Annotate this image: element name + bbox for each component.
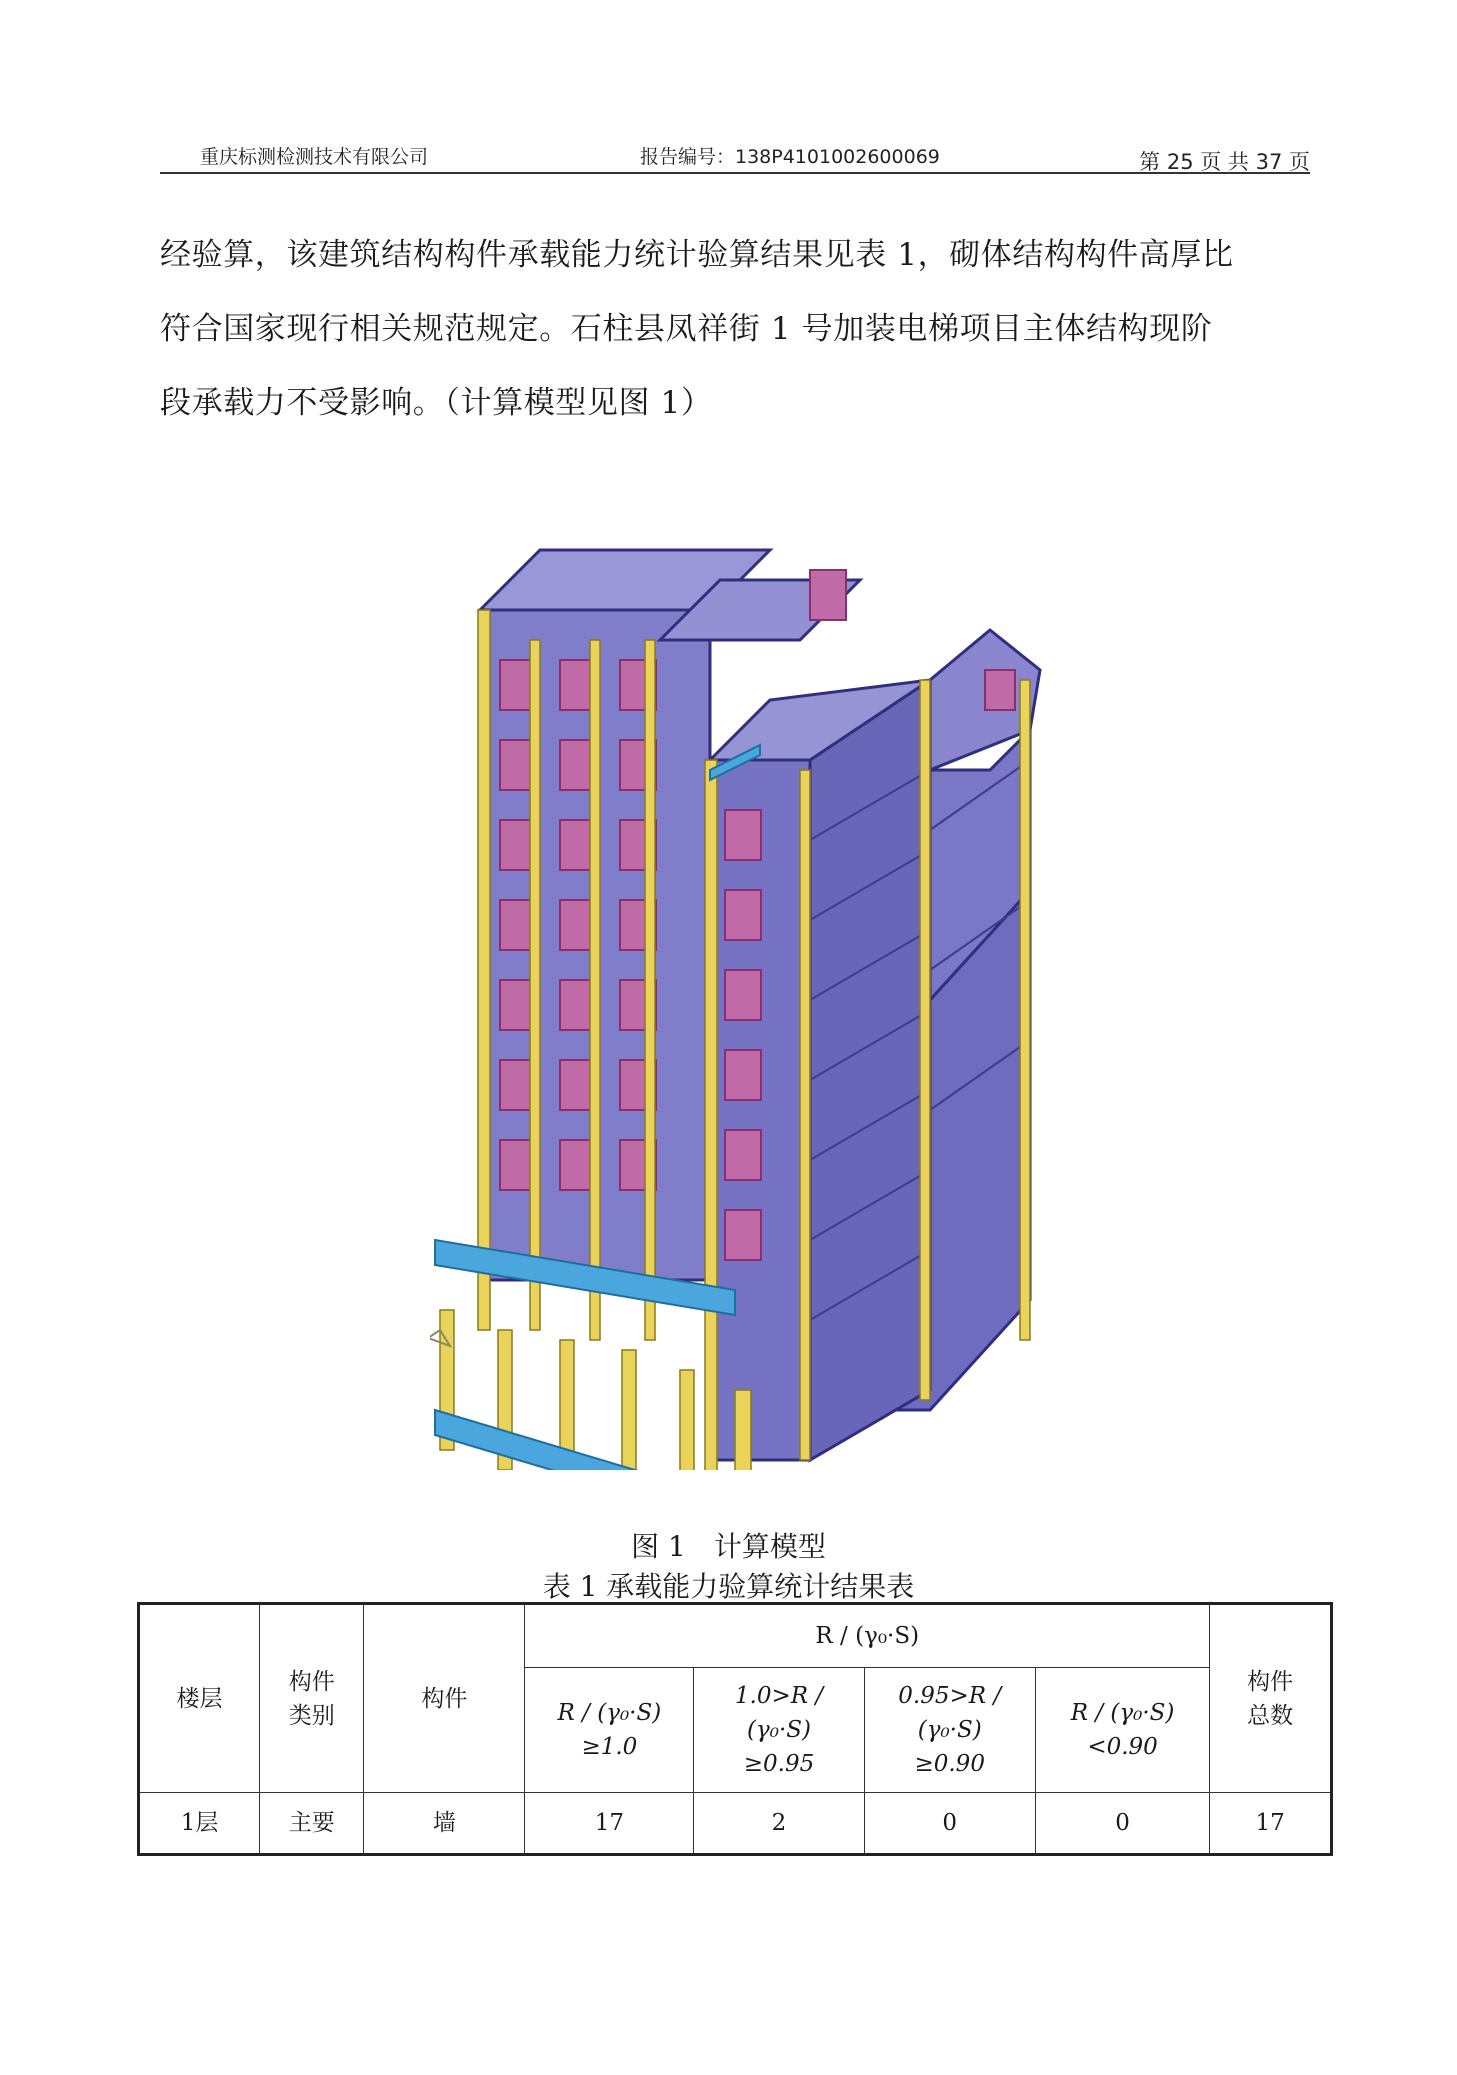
header-category (260, 1604, 364, 1793)
body-line: 经验算，该建筑结构构件承载能力统计验算结果见表 1，砌体结构构件高厚比 (160, 237, 1234, 273)
cell-member: 墙 (364, 1793, 525, 1855)
body-line: 符合国家现行相关规范规定。石柱县凤祥街 1 号加装电梯项目主体结构现阶 (160, 311, 1213, 347)
range-4-line: R / (γ₀·S) (1070, 1700, 1175, 1726)
range-3-line: (γ₀·S) (917, 1717, 982, 1743)
building-model-image (430, 530, 1050, 1470)
cell-count-range-4: 0 (1035, 1793, 1209, 1855)
calculation-model-figure (430, 530, 1050, 1470)
header-total (1210, 1604, 1332, 1793)
header-category-text: 构件类别 (288, 1668, 335, 1729)
cell-count-range-2: 2 (694, 1793, 864, 1855)
body-line: 段承载力不受影响。（计算模型见图 1） (160, 385, 713, 421)
page-indicator: 第 25 页 共 37 页 (1139, 150, 1310, 174)
header-range-4 (1035, 1668, 1209, 1793)
cell-category: 主要 (260, 1793, 364, 1855)
range-3-line: ≥0.90 (914, 1751, 985, 1777)
header-divider (160, 172, 1310, 174)
cell-floor: 1层 (139, 1793, 260, 1855)
company-name: 重庆标测检测技术有限公司 (200, 146, 429, 168)
cell-count-range-1: 17 (525, 1793, 694, 1855)
header-range-2 (694, 1668, 864, 1793)
range-2-line: (γ₀·S) (747, 1717, 811, 1743)
range-1-line: R / (γ₀·S) (557, 1700, 662, 1726)
header-total-text: 构件总数 (1247, 1668, 1294, 1729)
table-header-row (139, 1604, 1332, 1668)
range-3-line: 0.95>R / (898, 1683, 1002, 1709)
header-ratio-group: R / (γ₀·S) (525, 1604, 1210, 1668)
header-member: 构件 (364, 1604, 525, 1793)
figure-caption: 图 1 计算模型 (631, 1530, 826, 1563)
range-2-line: ≥0.95 (743, 1751, 815, 1777)
cell-total: 17 (1210, 1793, 1332, 1855)
cell-count-range-3: 0 (864, 1793, 1035, 1855)
table-row (139, 1793, 1332, 1855)
header-floor: 楼层 (139, 1604, 260, 1793)
header-range-1 (525, 1668, 694, 1793)
table-caption: 表 1 承载能力验算统计结果表 (542, 1570, 915, 1603)
body-paragraph (160, 218, 1320, 440)
range-2-line: 1.0>R / (734, 1683, 824, 1709)
header-range-3 (864, 1668, 1035, 1793)
range-4-line: <0.90 (1087, 1734, 1158, 1760)
range-1-line: ≥1.0 (581, 1734, 638, 1760)
results-table (137, 1602, 1333, 1856)
report-number: 报告编号：138P4101002600069 (640, 146, 940, 168)
